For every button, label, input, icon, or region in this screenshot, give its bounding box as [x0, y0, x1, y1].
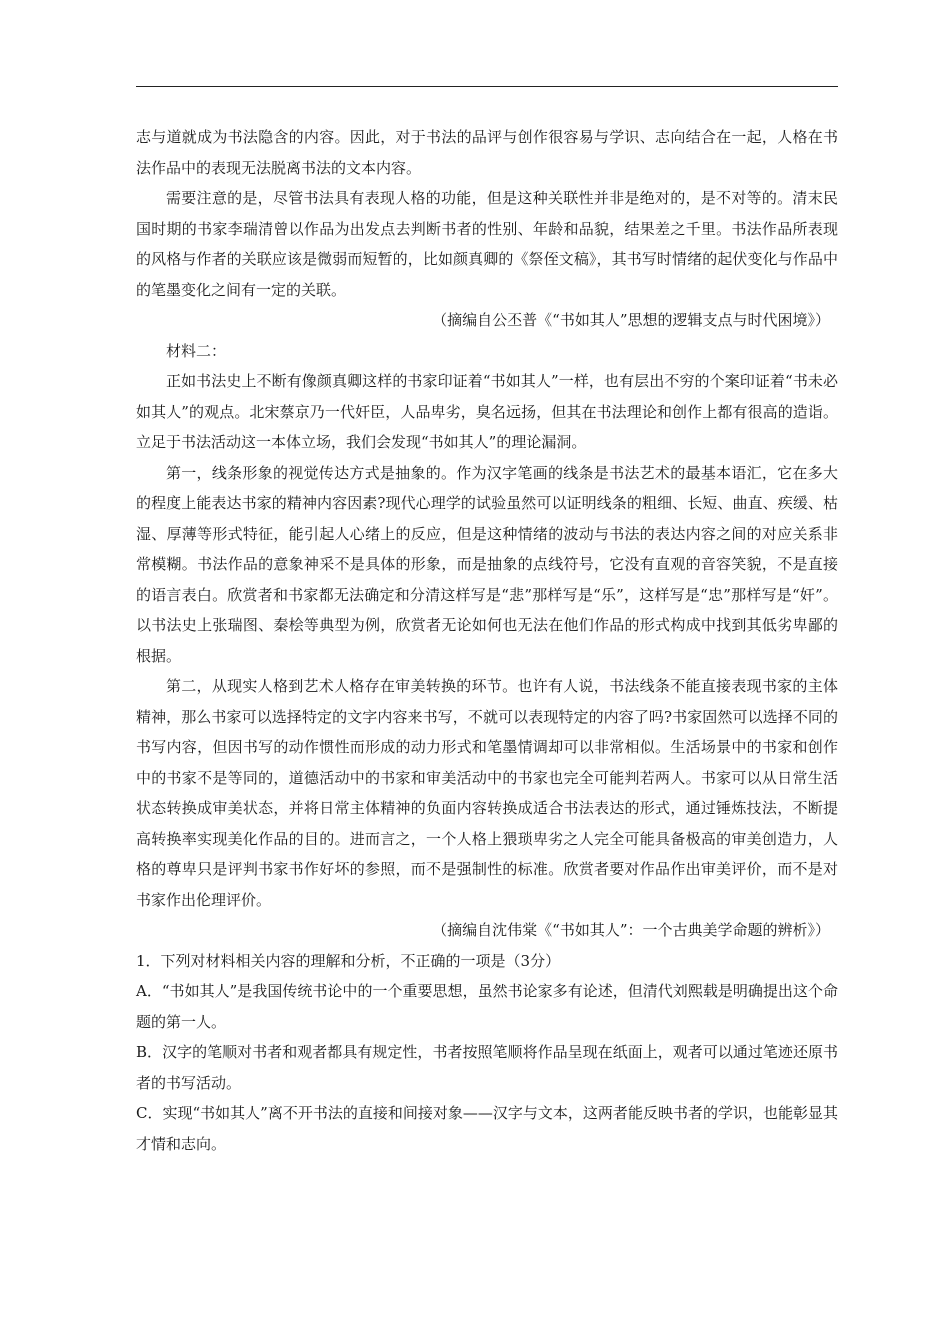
header-rule	[136, 86, 838, 87]
paragraph-continuation: 志与道就成为书法隐含的内容。因此，对于书法的品评与创作很容易与学识、志向结合在一起，人格在书法作品中的表现无法脱离书法的文本内容。	[136, 128, 838, 177]
paragraph-second-point: 第二，从现实人格到艺术人格存在审美转换的环节。也许有人说，书法线条不能直接表现书家的主体精神，那么书家可以选择特定的文字内容来书写，不就可以表现特定的内容了吗?书家固然可以选择不同的书写内容，但因书写的动作惯性而形成的动力形式和笔墨情调却可以非常相似。生活场景中的书家和创作中的书家不是等同的，道德活动中的书家和审美活动中的书家也完全可能判若两人。书家可以从日常生活状态转换成审美状态，并将日常主体精神的负面内容转换成适合书法表达的形式，通过锤炼技法，不断提高转换率实现美化作品的目的。进而言之，一个人格上猥琐卑劣之人完全可能具备极高的审美创造力，人格的尊卑只是评判书家书作好坏的参照，而不是强制性的标准。欣赏者要对作品作出审美评价，而不是对书家作出伦理评价。	[136, 677, 838, 909]
question-1-stem: 1．下列对材料相关内容的理解和分析，不正确的一项是（3分）	[136, 951, 561, 970]
source-citation-1: （摘编自公丕普《“书如其人”思想的逻辑支点与时代困境》）	[432, 311, 830, 329]
paragraph-note: 需要注意的是，尽管书法具有表现人格的功能，但是这种关联性并非是绝对的，是不对等的。清末民国时期的书家李瑞清曾以作品为出发点去判断书者的性别、年龄和品貌，结果差之千里。书法作品所表现的风格与作者的关联应该是微弱而短暂的，比如颜真卿的《祭侄文稿》，其书写时情绪的起伏变化与作品中的笔墨变化之间有一定的关联。	[136, 189, 838, 299]
option-b: B．汉字的笔顺对书者和观者都具有规定性，书者按照笔顺将作品呈现在纸面上，观者可以通过笔迹还原书者的书写活动。	[136, 1043, 838, 1092]
material-two-label: 材料二：	[166, 341, 227, 360]
option-a: A．“书如其人”是我国传统书论中的一个重要思想，虽然书论家多有论述，但清代刘熙载是明确提出这个命题的第一人。	[136, 982, 838, 1031]
paragraph-first-point: 第一，线条形象的视觉传达方式是抽象的。作为汉字笔画的线条是书法艺术的最基本语汇，它在多大的程度上能表达书家的精神内容因素?现代心理学的试验虽然可以证明线条的粗细、长短、曲直、疾缓、枯湿、厚薄等形式特征，能引起人心绪上的反应，但是这种情绪的波动与书法的表达内容之间的对应关系非常模糊。书法作品的意象神采不是具体的形象，而是抽象的点线符号，它没有直观的音容笑貌，不是直接的语言表白。欣赏者和书家都无法确定和分清这样写是“悲”那样写是“乐”，这样写是“忠”那样写是“奸”。以书法史上张瑞图、秦桧等典型为例，欣赏者无论如何也无法在他们作品的形式构成中找到其低劣卑鄙的根据。	[136, 463, 838, 665]
source-citation-2: （摘编自沈伟棠《“书如其人”：一个古典美学命题的辨析》）	[432, 921, 830, 939]
document-body	[136, 122, 838, 1159]
paragraph-intro: 正如书法史上不断有像颜真卿这样的书家印证着“书如其人”一样，也有层出不穷的个案印证着“书未必如其人”的观点。北宋蔡京乃一代奸臣，人品卑劣，臭名远扬，但其在书法理论和创作上都有很高的造诣。立足于书法活动这一本体立场，我们会发现“书如其人”的理论漏洞。	[136, 372, 838, 451]
option-c: C．实现“书如其人”离不开书法的直接和间接对象——汉字与文本，这两者能反映书者的学识，也能彰显其才情和志向。	[136, 1104, 838, 1153]
